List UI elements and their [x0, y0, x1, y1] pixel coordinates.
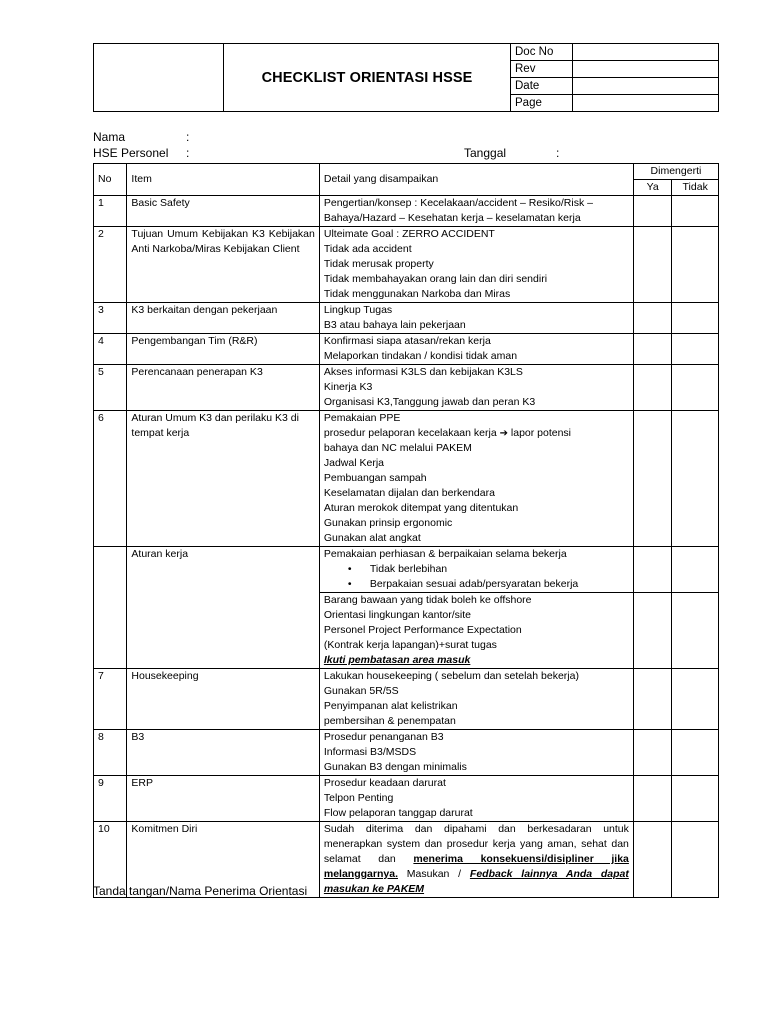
detail-text: prosedur pelaporan kecelakaan kerja — [323, 427, 497, 439]
row-no: 4 — [94, 334, 127, 365]
row-detail — [319, 334, 633, 365]
detail-line: Pengertian/konsep : Kecelakaan/accident – Resiko/Risk – — [323, 197, 593, 209]
row-no: 3 — [94, 303, 127, 334]
ya-checkbox[interactable] — [633, 730, 671, 776]
detail-line: Ulteimate Goal : ZERRO ACCIDENT — [323, 228, 495, 240]
row-detail — [319, 411, 633, 547]
detail-line: Melaporkan tindakan / kondisi tidak aman — [323, 350, 518, 362]
table-row — [94, 776, 719, 822]
nama-label: Nama — [93, 130, 126, 144]
detail-line: bahaya dan NC melalui PAKEM — [323, 442, 472, 454]
ya-checkbox[interactable] — [633, 411, 671, 547]
ya-checkbox[interactable] — [633, 547, 671, 593]
row-detail — [319, 547, 633, 593]
tidak-checkbox[interactable] — [672, 303, 719, 334]
doc-no-value[interactable] — [573, 44, 719, 61]
date-label: Date — [511, 78, 573, 95]
detail-line: Prosedur keadaan darurat — [323, 777, 446, 789]
ya-checkbox[interactable] — [633, 669, 671, 730]
detail-line: Pembuangan sampah — [323, 472, 427, 484]
row-detail — [319, 196, 633, 227]
page-label: Page — [511, 95, 573, 112]
tidak-checkbox[interactable] — [672, 669, 719, 730]
row-item: Tujuan Umum Kebijakan K3 Kebijakan Anti Narkoba/Miras Kebijakan Client — [127, 227, 319, 303]
detail-line: Jadwal Kerja — [323, 457, 384, 469]
table-row — [94, 547, 719, 593]
ya-checkbox[interactable] — [633, 227, 671, 303]
detail-line: B3 atau bahaya lain pekerjaan — [323, 319, 466, 331]
detail-line: Tidak membahayakan orang lain dan diri sendiri — [323, 273, 548, 285]
detail-line: Lakukan housekeeping ( sebelum dan setelah bekerja) — [323, 670, 579, 682]
detail-line: pembersihan & penempatan — [323, 715, 456, 727]
row-detail — [319, 730, 633, 776]
table-row — [94, 303, 719, 334]
rev-label: Rev — [511, 61, 573, 78]
rev-value[interactable] — [573, 61, 719, 78]
tidak-checkbox[interactable] — [672, 196, 719, 227]
hse-personel-label: HSE Personel — [93, 146, 169, 160]
detail-line: Prosedur penanganan B3 — [323, 731, 444, 743]
logo-cell — [94, 44, 224, 112]
detail-line: Pemakaian perhiasan & berpaikaian selama bekerja — [323, 548, 567, 560]
row-no: 1 — [94, 196, 127, 227]
detail-line: Informasi B3/MSDS — [323, 746, 417, 758]
detail-line: Akses informasi K3LS dan kebijakan K3LS — [323, 366, 523, 378]
detail-line: Barang bawaan yang tidak boleh ke offshore — [323, 594, 532, 606]
commitment-text: Sudah diterima dan dipahami dan berkesadaran untuk menerapkan system dan prosedur kerja yang aman, sehat dan selamat dan — [323, 823, 629, 865]
bullet-item: • Berpakaian sesuai adab/persyaratan bekerja — [324, 577, 629, 592]
row-item: Perencanaan penerapan K3 — [127, 365, 319, 411]
table-row — [94, 196, 719, 227]
tidak-checkbox[interactable] — [672, 593, 719, 669]
row-detail — [319, 822, 633, 898]
row-item: Basic Safety — [127, 196, 319, 227]
date-value[interactable] — [573, 78, 719, 95]
ya-checkbox[interactable] — [633, 776, 671, 822]
hse-personel-colon: : — [186, 146, 190, 160]
tidak-checkbox[interactable] — [672, 227, 719, 303]
row-item: Komitmen Diri — [127, 822, 319, 898]
detail-line: Bahaya/Hazard – Kesehatan kerja – keselamatan kerja — [323, 212, 581, 224]
table-row — [94, 227, 719, 303]
tanggal-colon: : — [556, 146, 560, 160]
right-arrow-icon: ➔ — [499, 428, 508, 439]
detail-line: Tidak merusak property — [323, 258, 434, 270]
row-detail — [319, 593, 633, 669]
ya-checkbox[interactable] — [633, 303, 671, 334]
row-no: 2 — [94, 227, 127, 303]
detail-line: Orientasi lingkungan kantor/site — [323, 609, 471, 621]
table-row — [94, 334, 719, 365]
table-row — [94, 411, 719, 547]
nama-colon: : — [186, 130, 190, 144]
detail-line: Gunakan 5R/5S — [323, 685, 399, 697]
col-dimengerti-header: Dimengerti — [633, 164, 718, 180]
detail-line: Gunakan prinsip ergonomic — [323, 517, 453, 529]
detail-line: Lingkup Tugas — [323, 304, 393, 316]
detail-line: Kinerja K3 — [323, 381, 373, 393]
tidak-checkbox[interactable] — [672, 730, 719, 776]
signature-label: Tanda tangan/Nama Penerima Orientasi — [93, 884, 308, 898]
col-tidak-header: Tidak — [672, 180, 719, 196]
row-item: Aturan Umum K3 dan perilaku K3 di tempat kerja — [127, 411, 319, 547]
detail-line: Aturan merokok ditempat yang ditentukan — [323, 502, 519, 514]
col-no-header: No — [94, 164, 127, 196]
row-no: 6 — [94, 411, 127, 547]
table-row — [94, 730, 719, 776]
detail-line: Tidak menggunakan Narkoba dan Miras — [323, 288, 511, 300]
table-header-row — [94, 164, 719, 180]
ya-checkbox[interactable] — [633, 593, 671, 669]
tidak-checkbox[interactable] — [672, 822, 719, 898]
row-no: 9 — [94, 776, 127, 822]
detail-line: Gunakan B3 dengan minimalis — [323, 761, 467, 773]
bullet-item: • Tidak berlebihan — [324, 562, 629, 577]
col-detail-header: Detail yang disampaikan — [319, 164, 633, 196]
row-item: Pengembangan Tim (R&R) — [127, 334, 319, 365]
row-no: 10 — [94, 822, 127, 898]
row-detail — [319, 776, 633, 822]
detail-line: Konfirmasi siapa atasan/rekan kerja — [323, 335, 491, 347]
row-no: 5 — [94, 365, 127, 411]
row-item: K3 berkaitan dengan pekerjaan — [127, 303, 319, 334]
row-item: B3 — [127, 730, 319, 776]
detail-line — [324, 426, 629, 441]
table-row — [94, 669, 719, 730]
tidak-checkbox[interactable] — [672, 365, 719, 411]
detail-line: (Kontrak kerja lapangan)+surat tugas — [323, 639, 497, 651]
page-value[interactable] — [573, 95, 719, 112]
tidak-checkbox[interactable] — [672, 334, 719, 365]
row-item: Aturan kerja — [127, 547, 319, 669]
ya-checkbox[interactable] — [633, 196, 671, 227]
document-title: CHECKLIST ORIENTASI HSSE — [224, 44, 511, 112]
detail-line: Tidak ada accident — [323, 243, 412, 255]
detail-line: Keselamatan dijalan dan berkendara — [323, 487, 495, 499]
detail-line: Pemakaian PPE — [323, 412, 401, 424]
detail-line: Penyimpanan alat kelistrikan — [323, 700, 458, 712]
tidak-checkbox[interactable] — [672, 411, 719, 547]
tidak-checkbox[interactable] — [672, 547, 719, 593]
ya-checkbox[interactable] — [633, 365, 671, 411]
commitment-consequence: menerima konsekuensi/disipliner jika melanggarnya. — [323, 853, 629, 880]
commitment-feedback: Fedback lainnya Anda dapat masukan ke PAKEM — [323, 868, 629, 895]
detail-line: Ikuti pembatasan area masuk — [323, 654, 471, 666]
ya-checkbox[interactable] — [633, 822, 671, 898]
row-item: Housekeeping — [127, 669, 319, 730]
detail-line: Telpon Penting — [323, 792, 394, 804]
detail-line: Flow pelaporan tanggap darurat — [323, 807, 473, 819]
row-no — [94, 547, 127, 669]
col-item-header: Item — [127, 164, 319, 196]
detail-line: Organisasi K3,Tanggung jawab dan peran K3 — [323, 396, 536, 408]
tidak-checkbox[interactable] — [672, 776, 719, 822]
row-item: ERP — [127, 776, 319, 822]
table-row — [94, 365, 719, 411]
row-detail — [319, 669, 633, 730]
detail-line: Gunakan alat angkat — [323, 532, 421, 544]
row-detail — [319, 227, 633, 303]
row-detail — [319, 303, 633, 334]
row-detail — [319, 365, 633, 411]
tanggal-label: Tanggal — [464, 146, 507, 160]
row-no: 7 — [94, 669, 127, 730]
commitment-input-label: Masukan / — [406, 868, 462, 880]
col-ya-header: Ya — [633, 180, 671, 196]
row-no: 8 — [94, 730, 127, 776]
ya-checkbox[interactable] — [633, 334, 671, 365]
detail-text: lapor potensi — [510, 427, 572, 439]
doc-no-label: Doc No — [511, 44, 573, 61]
document-header — [93, 43, 719, 112]
detail-line: Personel Project Performance Expectation — [323, 624, 522, 636]
checklist-table — [93, 163, 719, 898]
